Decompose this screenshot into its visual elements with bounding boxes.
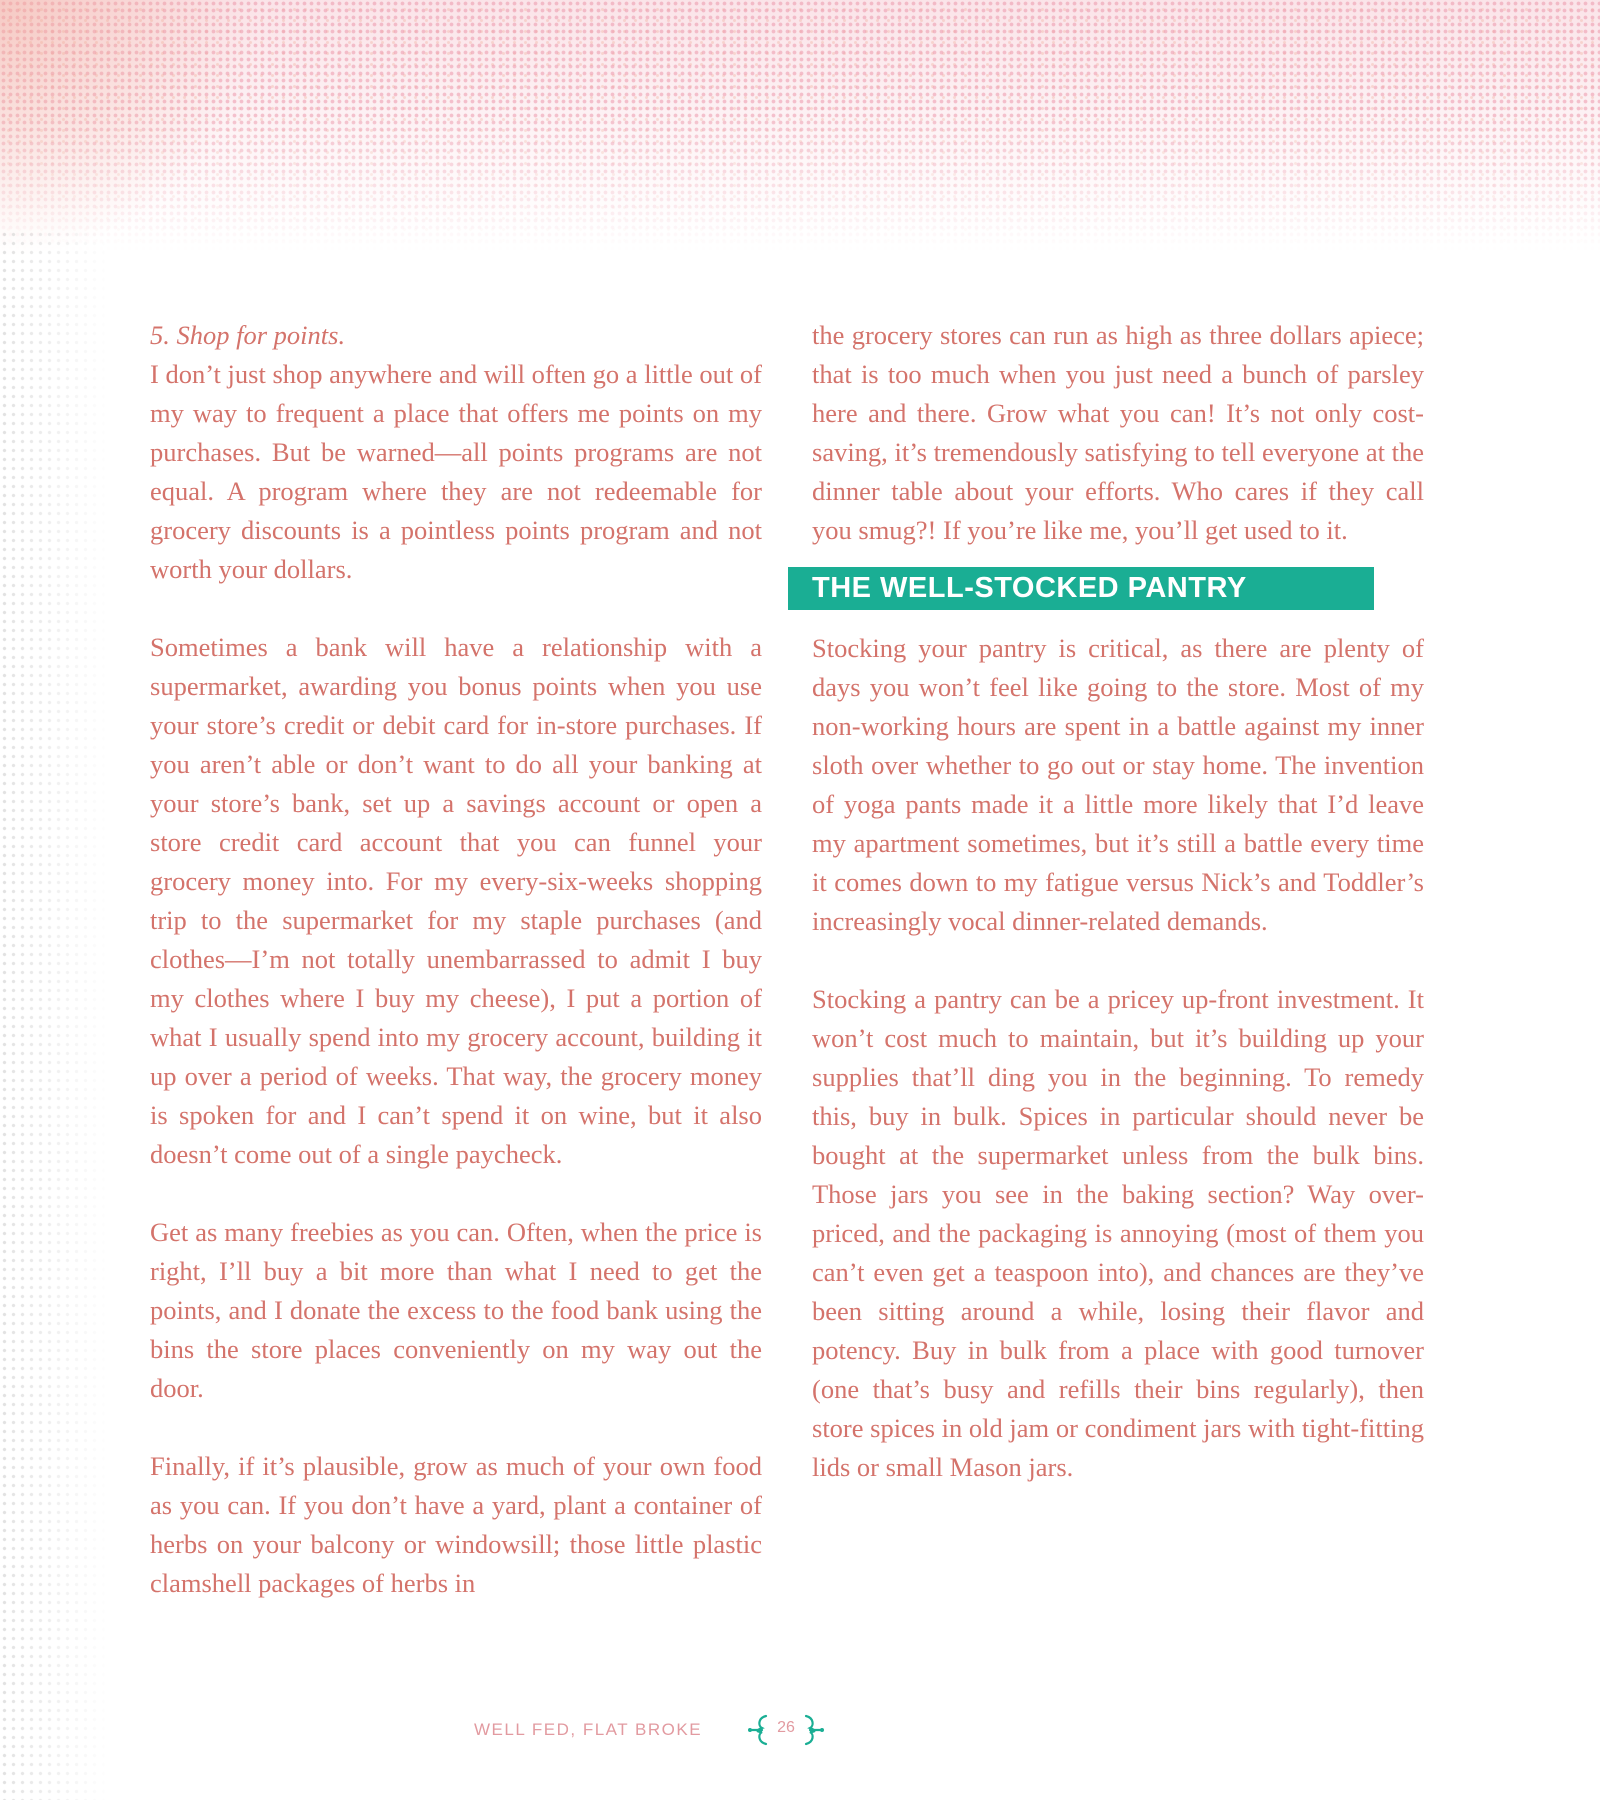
corner-tint-decoration [0, 0, 260, 260]
right-column [812, 316, 1424, 1487]
left-column [150, 316, 762, 1603]
paragraph: Stocking a pantry can be a pricey up-front investment. It won’t cost much to maintain, but it’s building up your supplies that’ll ding you in the beginning. To remedy this, buy in bulk. Spices in particular should never be bought at the supermarket unless from the bulk bins. Those jars you see in the baking section? Way over-priced, and the packaging is annoying (most of them you can’t even get a teaspoon into), and chances are they’ve been sitting around a while, losing their flavor and potency. Buy in bulk from a place with good turnover (one that’s busy and refills their bins regularly), then store spices in old jam or condiment jars with tight-fitting lids or small Mason jars. [812, 984, 1424, 1482]
paragraph: Stocking your pantry is critical, as there are plenty of days you won’t feel like going to the store. Most of my non-working hours are spent in a battle against my inner sloth over whether to go out or stay home. The invention of yoga pants made it a little more likely that I’d leave my apartment sometimes, but it’s still a battle every time it comes down to my fatigue versus Nick’s and Toddler’s increasingly vocal dinner-related demands. [812, 633, 1424, 936]
section-heading: THE WELL-STOCKED PANTRY [788, 567, 1374, 610]
paragraph-continuation: the grocery stores can run as high as three dollars apiece; that is too much when you just need a bunch of parsley here and there. Grow what you can! It’s not only cost-saving, it’s tremendously satisfying to tell everyone at the dinner table about your efforts. Who cares if they call you smug?! If you’re like me, you’ll get used to it. [812, 320, 1424, 545]
paragraph: Finally, if it’s plausible, grow as much of your own food as you can. If you don’t have a yard, plant a container of herbs on your balcony or windowsill; those little plastic clamshell packages of herbs in [150, 1451, 762, 1598]
paragraph: Get as many freebies as you can. Often, when the price is right, I’ll buy a bit more than what I need to get the points, and I donate the excess to the food bank using the bins the store places conveniently on my way out the door. [150, 1217, 762, 1403]
page-number: 26 [777, 1719, 795, 1736]
running-footer-title: WELL FED, FLAT BROKE [474, 1720, 703, 1739]
left-halftone-texture [0, 230, 110, 1800]
page-footer [0, 1710, 1600, 1750]
paragraph: Sometimes a bank will have a relationship with a supermarket, awarding you bonus points when you use your store’s credit or debit card for in-store purchases. If you aren’t able or don’t want to do all your banking at your store’s bank, set up a savings account or open a store credit card account that you can funnel your grocery money into. For my every-six-weeks shopping trip to the supermarket for my staple purchases (and clothes—I’m not totally unembarrassed to admit I buy my clothes where I buy my cheese), I put a portion of what I usually spend into my grocery account, building it up over a period of weeks. That way, the grocery money is spoken for and I can’t spend it on wine, but it also doesn’t come out of a single paycheck. [150, 632, 762, 1169]
page-number-folio [744, 1710, 828, 1750]
paragraph: I don’t just shop anywhere and will often go a little out of my way to frequent a place that offers me points on my purchases. But be warned—all points programs are not equal. A program where they are not redeemable for grocery discounts is a pointless points program and not worth your dollars. [150, 359, 762, 584]
list-item-heading: 5. Shop for points. [150, 320, 346, 350]
